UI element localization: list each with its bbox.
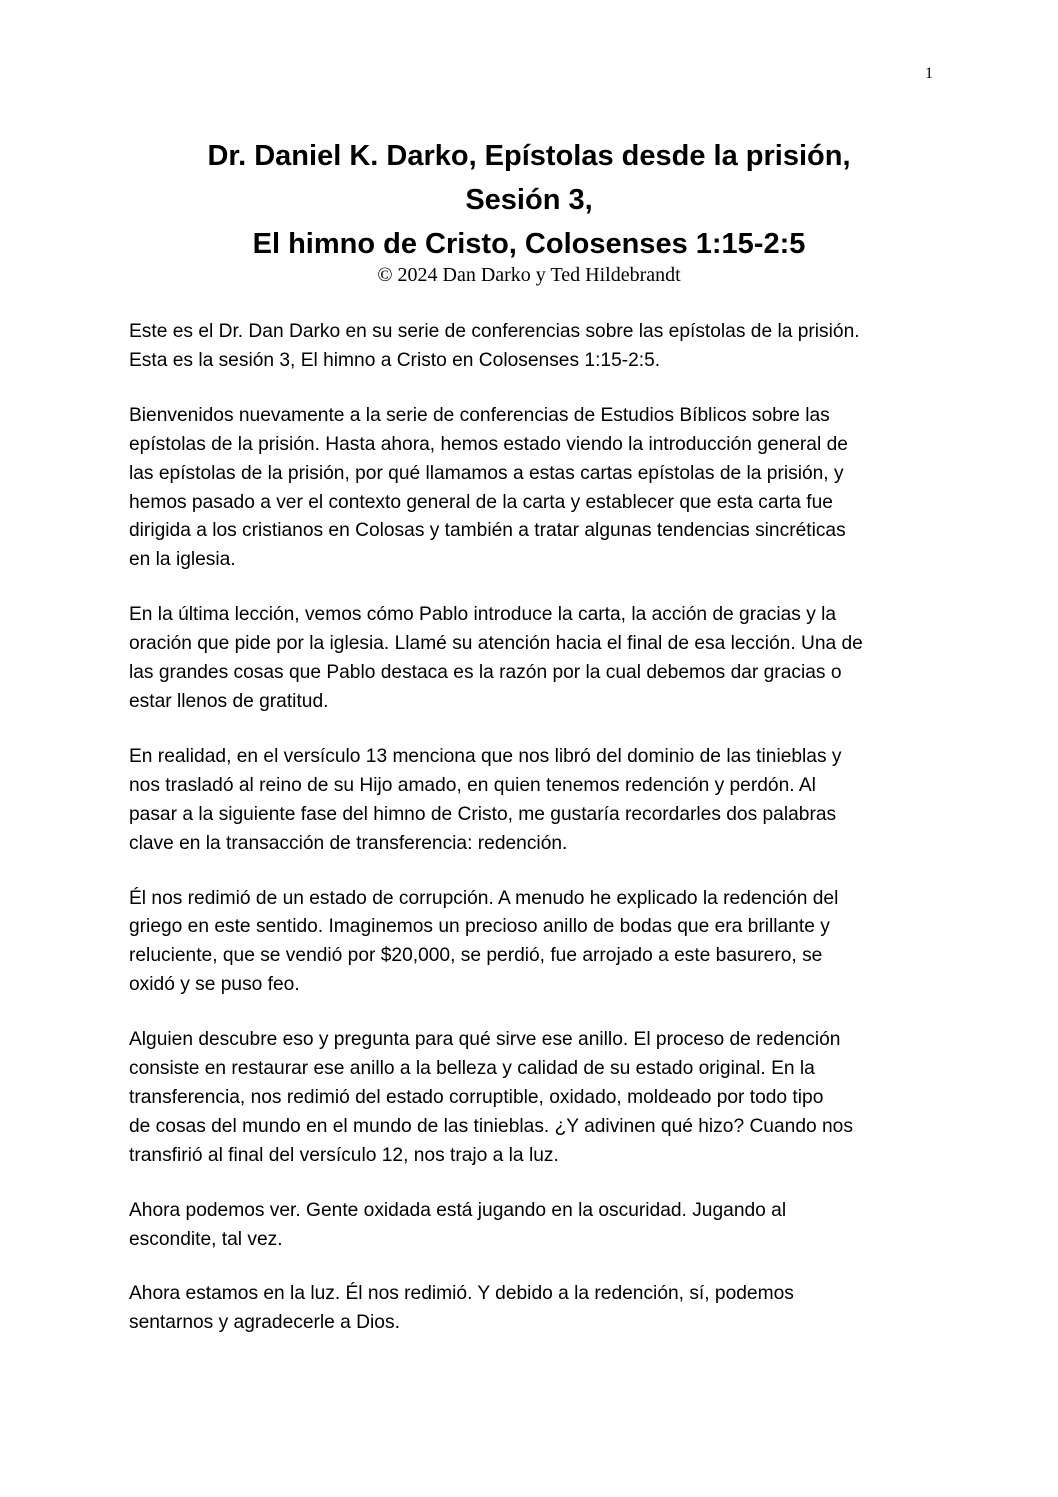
paragraph-line: Él nos redimió de un estado de corrupción. A menudo he explicado la redención del <box>129 887 839 909</box>
paragraph <box>129 1026 949 1171</box>
paragraph <box>129 1280 949 1338</box>
paragraph-line: en la iglesia. <box>129 549 236 571</box>
paragraph-line: Ahora podemos ver. Gente oxidada está jugando en la oscuridad. Jugando al <box>129 1199 787 1221</box>
paragraph-line: nos trasladó al reino de su Hijo amado, en quien tenemos redención y perdón. Al <box>129 774 816 796</box>
title-line: El himno de Cristo, Colosenses 1:15-2:5 <box>252 228 806 260</box>
paragraph-line: transfirió al final del versículo 12, nos trajo a la luz. <box>129 1144 559 1166</box>
page-number: 1 <box>925 65 933 82</box>
paragraph-line: estar llenos de gratitud. <box>129 690 329 712</box>
paragraph-line: Este es el Dr. Dan Darko en su serie de conferencias sobre las epístolas de la prisión. <box>129 321 860 342</box>
paragraph-line: oxidó y se puso feo. <box>129 974 300 996</box>
paragraph-line: En la última lección, vemos cómo Pablo introduce la carta, la acción de gracias y la <box>129 604 837 626</box>
paragraph-line: pasar a la siguiente fase del himno de Cristo, me gustaría recordarles dos palabras <box>129 803 837 825</box>
paragraph-line: reluciente, que se vendió por $20,000, se perdió, fue arrojado a este basurero, se <box>129 945 823 967</box>
paragraph-line: Alguien descubre eso y pregunta para qué sirve ese anillo. El proceso de redención <box>129 1029 841 1051</box>
paragraph-line: de cosas del mundo en el mundo de las tinieblas. ¿Y adivinen qué hizo? Cuando nos <box>129 1115 853 1137</box>
paragraph-line: dirigida a los cristianos en Colosas y también a tratar algunas tendencias sincréticas <box>129 520 846 542</box>
paragraph-line: En realidad, en el versículo 13 menciona que nos libró del dominio de las tinieblas y <box>129 745 842 767</box>
paragraph <box>129 402 949 575</box>
paragraph-line: griego en este sentido. Imaginemos un precioso anillo de bodas que era brillante y <box>129 916 830 938</box>
paragraph-line: oración que pide por la iglesia. Llamé su atención hacia el final de esa lección. Una de <box>129 633 863 655</box>
title-block <box>100 134 958 288</box>
copyright-notice: © 2024 Dan Darko y Ted Hildebrandt <box>377 264 681 286</box>
paragraph <box>129 1197 949 1255</box>
paragraph-line: sentarnos y agradecerle a Dios. <box>129 1312 400 1334</box>
paragraph-line: epístolas de la prisión. Hasta ahora, hemos estado viendo la introducción general de <box>129 433 848 455</box>
paragraph-line: consiste en restaurar ese anillo a la belleza y calidad de su estado original. En la <box>129 1058 815 1080</box>
paragraph-line: las epístolas de la prisión, por qué llamamos a estas cartas epístolas de la prisión, y <box>129 462 844 484</box>
paragraph <box>129 885 949 1001</box>
paragraph-line: Ahora estamos en la luz. Él nos redimió. Y debido a la redención, sí, podemos <box>129 1283 794 1305</box>
paragraph <box>129 743 949 859</box>
paragraph-line: clave en la transacción de transferencia: redención. <box>129 832 568 854</box>
paragraph-line: Esta es la sesión 3, El himno a Cristo en Colosenses 1:15-2:5. <box>129 349 661 371</box>
paragraph-line: las grandes cosas que Pablo destaca es la razón por la cual debemos dar gracias o <box>129 662 842 684</box>
title-line: Dr. Daniel K. Darko, Epístolas desde la prisión, <box>207 140 851 172</box>
paragraph-line: escondite, tal vez. <box>129 1228 283 1250</box>
paragraph <box>129 601 949 717</box>
paragraph-line: Bienvenidos nuevamente a la serie de conferencias de Estudios Bíblicos sobre las <box>129 404 830 426</box>
document-body <box>129 318 949 1364</box>
paragraph <box>129 318 949 376</box>
title-line: Sesión 3, <box>465 184 593 216</box>
paragraph-line: transferencia, nos redimió del estado corruptible, oxidado, moldeado por todo tipo <box>129 1086 824 1108</box>
paragraph-line: hemos pasado a ver el contexto general de la carta y establecer que esta carta fue <box>129 491 833 513</box>
